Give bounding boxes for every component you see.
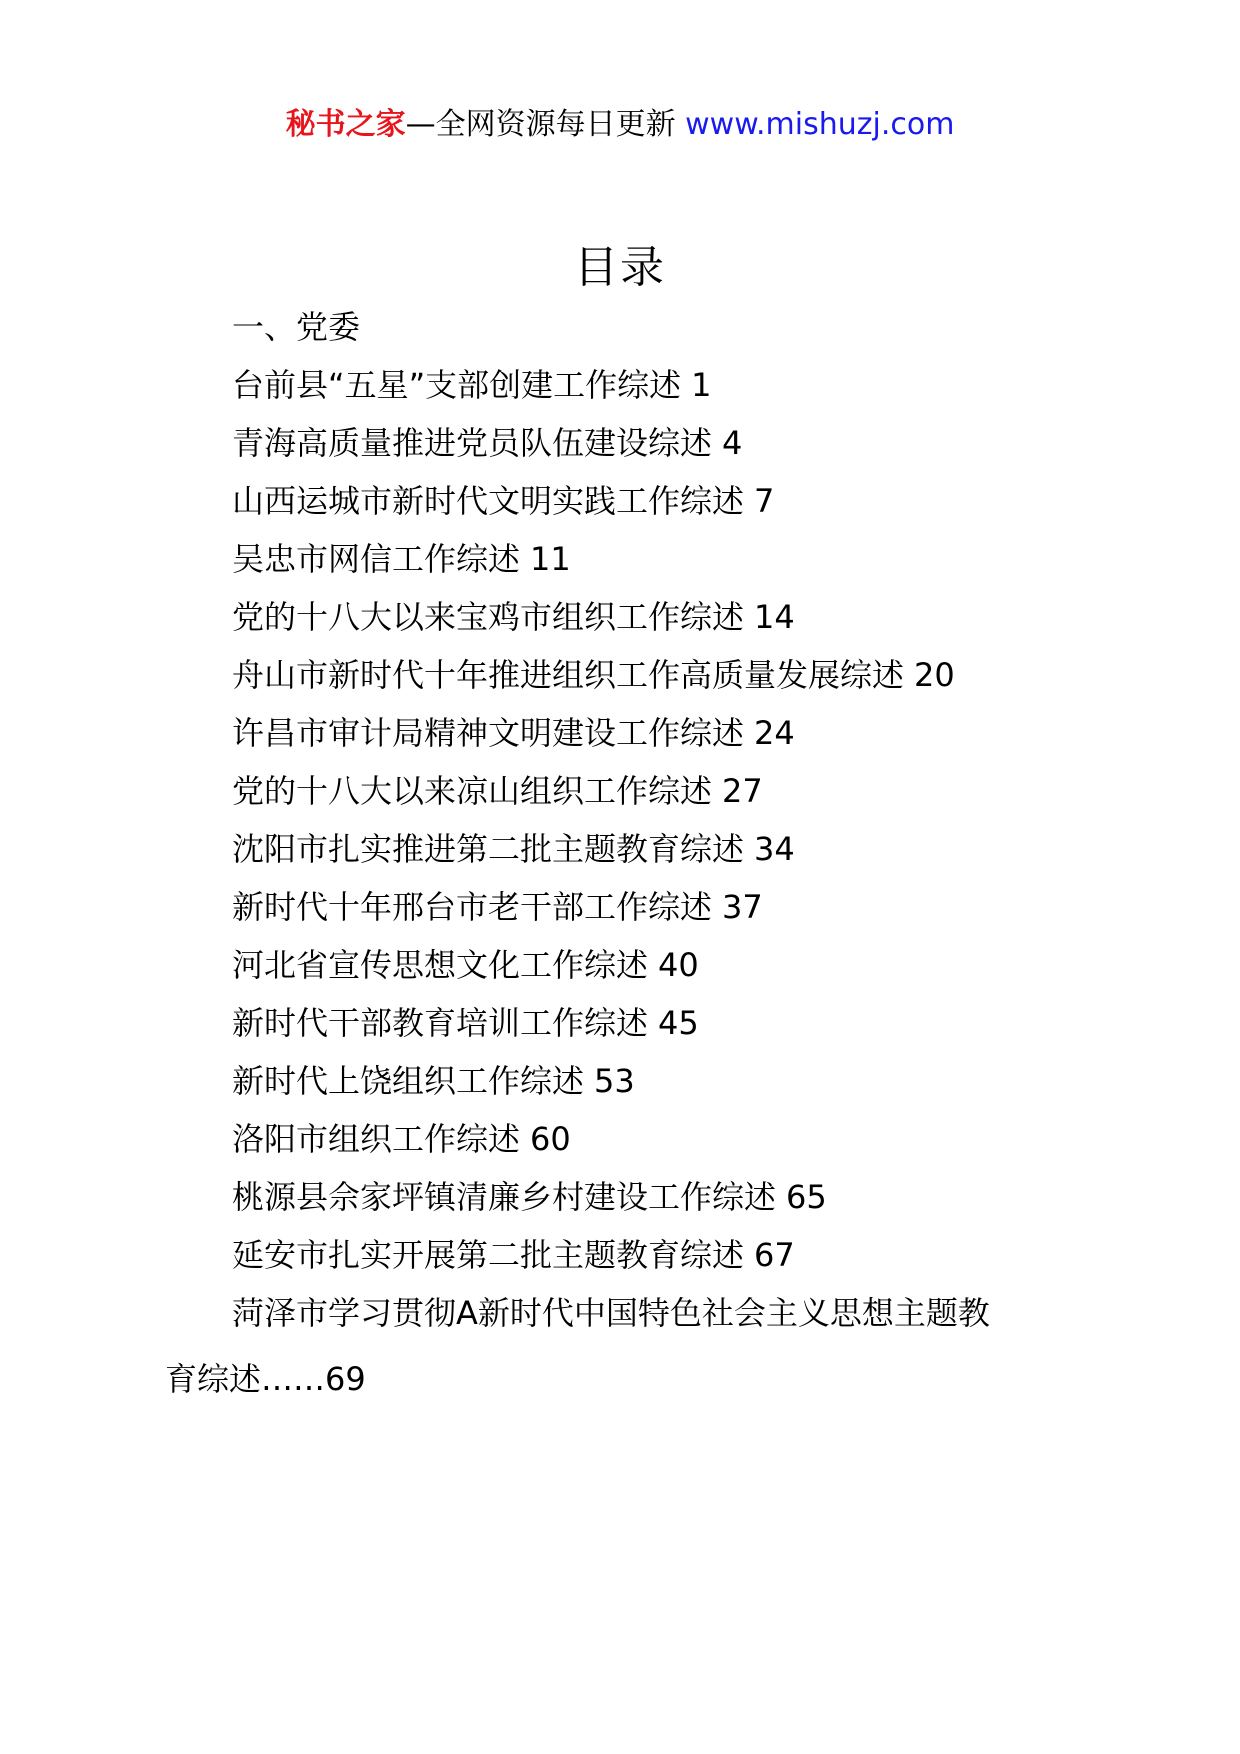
page-title: 目录 [574, 242, 666, 293]
site-url-link[interactable]: www.mishuzj.com [685, 107, 955, 142]
toc-entry[interactable] [165, 1280, 1015, 1412]
toc-entry-title: 桃源县佘家坪镇清廉乡村建设工作综述 [232, 1178, 777, 1216]
toc-entry-title: 河北省宣传思想文化工作综述 [232, 946, 649, 984]
toc-entry-title: 沈阳市扎实推进第二批主题教育综述 [232, 830, 745, 868]
toc-entry-page: 40 [658, 946, 699, 984]
toc-entry-page: 14 [754, 598, 795, 636]
toc-entry[interactable] [232, 363, 712, 407]
toc-entry[interactable] [232, 537, 571, 581]
toc-entry-page: 11 [530, 540, 571, 578]
toc-entry-page: 20 [914, 656, 955, 694]
toc-entry-title: 延安市扎实开展第二批主题教育综述 [232, 1236, 745, 1274]
toc-entry[interactable] [232, 479, 774, 523]
toc-entry[interactable] [232, 595, 795, 639]
toc-entry-title: 党的十八大以来凉山组织工作综述 [232, 772, 713, 810]
toc-entry[interactable] [232, 1175, 827, 1219]
toc-entry-page: 37 [722, 888, 763, 926]
toc-entry-title: 新时代上饶组织工作综述 [232, 1062, 585, 1100]
toc-entry-title: 党的十八大以来宝鸡市组织工作综述 [232, 598, 745, 636]
toc-entry-page: 45 [658, 1004, 699, 1042]
toc-entry-page: 7 [754, 482, 775, 520]
toc-entry[interactable] [232, 1233, 795, 1277]
toc-entry-title: 洛阳市组织工作综述 [232, 1120, 521, 1158]
toc-entry[interactable] [232, 421, 742, 465]
toc-entry-page: 65 [786, 1178, 827, 1216]
toc-entry[interactable] [232, 1117, 571, 1161]
toc-entry-title: 吴忠市网信工作综述 [232, 540, 521, 578]
toc-entry[interactable] [232, 1001, 699, 1045]
toc-entry-page: 24 [754, 714, 795, 752]
toc-entry-title: 青海高质量推进党员队伍建设综述 [232, 424, 713, 462]
toc-entry-title: 新时代十年邢台市老干部工作综述 [232, 888, 713, 926]
toc-entry-page: 69 [325, 1360, 366, 1398]
toc-entry-title: 山西运城市新时代文明实践工作综述 [232, 482, 745, 520]
toc-entry[interactable] [232, 943, 699, 987]
toc-entry-title: 许昌市审计局精神文明建设工作综述 [232, 714, 745, 752]
toc-entry-page: 34 [754, 830, 795, 868]
brand-name: 秘书之家 [285, 107, 406, 142]
section-heading: 一、党委 [232, 308, 361, 346]
toc-entry-title: 菏泽市学习贯彻A新时代中国特色社会主义思想主题教育综述…… [165, 1294, 990, 1398]
toc-entry[interactable] [232, 1059, 635, 1103]
toc-entry[interactable] [232, 827, 795, 871]
toc-entry-title: 新时代干部教育培训工作综述 [232, 1004, 649, 1042]
toc-entry[interactable] [232, 711, 795, 755]
toc-entry-title: 舟山市新时代十年推进组织工作高质量发展综述 [232, 656, 905, 694]
toc-entry-page: 67 [754, 1236, 795, 1274]
header-tagline: —全网资源每日更新 [405, 107, 686, 142]
toc-entry-page: 1 [691, 366, 712, 404]
toc-entry-page: 53 [594, 1062, 635, 1100]
toc-entry-page: 4 [722, 424, 743, 462]
toc-entry-title: 台前县“五星”支部创建工作综述 [232, 366, 682, 404]
site-header [0, 103, 1240, 147]
toc-entry-page: 27 [722, 772, 763, 810]
toc-entry[interactable] [232, 885, 763, 929]
toc-entry-page: 60 [530, 1120, 571, 1158]
toc-entry[interactable] [232, 653, 955, 697]
toc-entry[interactable] [232, 769, 763, 813]
